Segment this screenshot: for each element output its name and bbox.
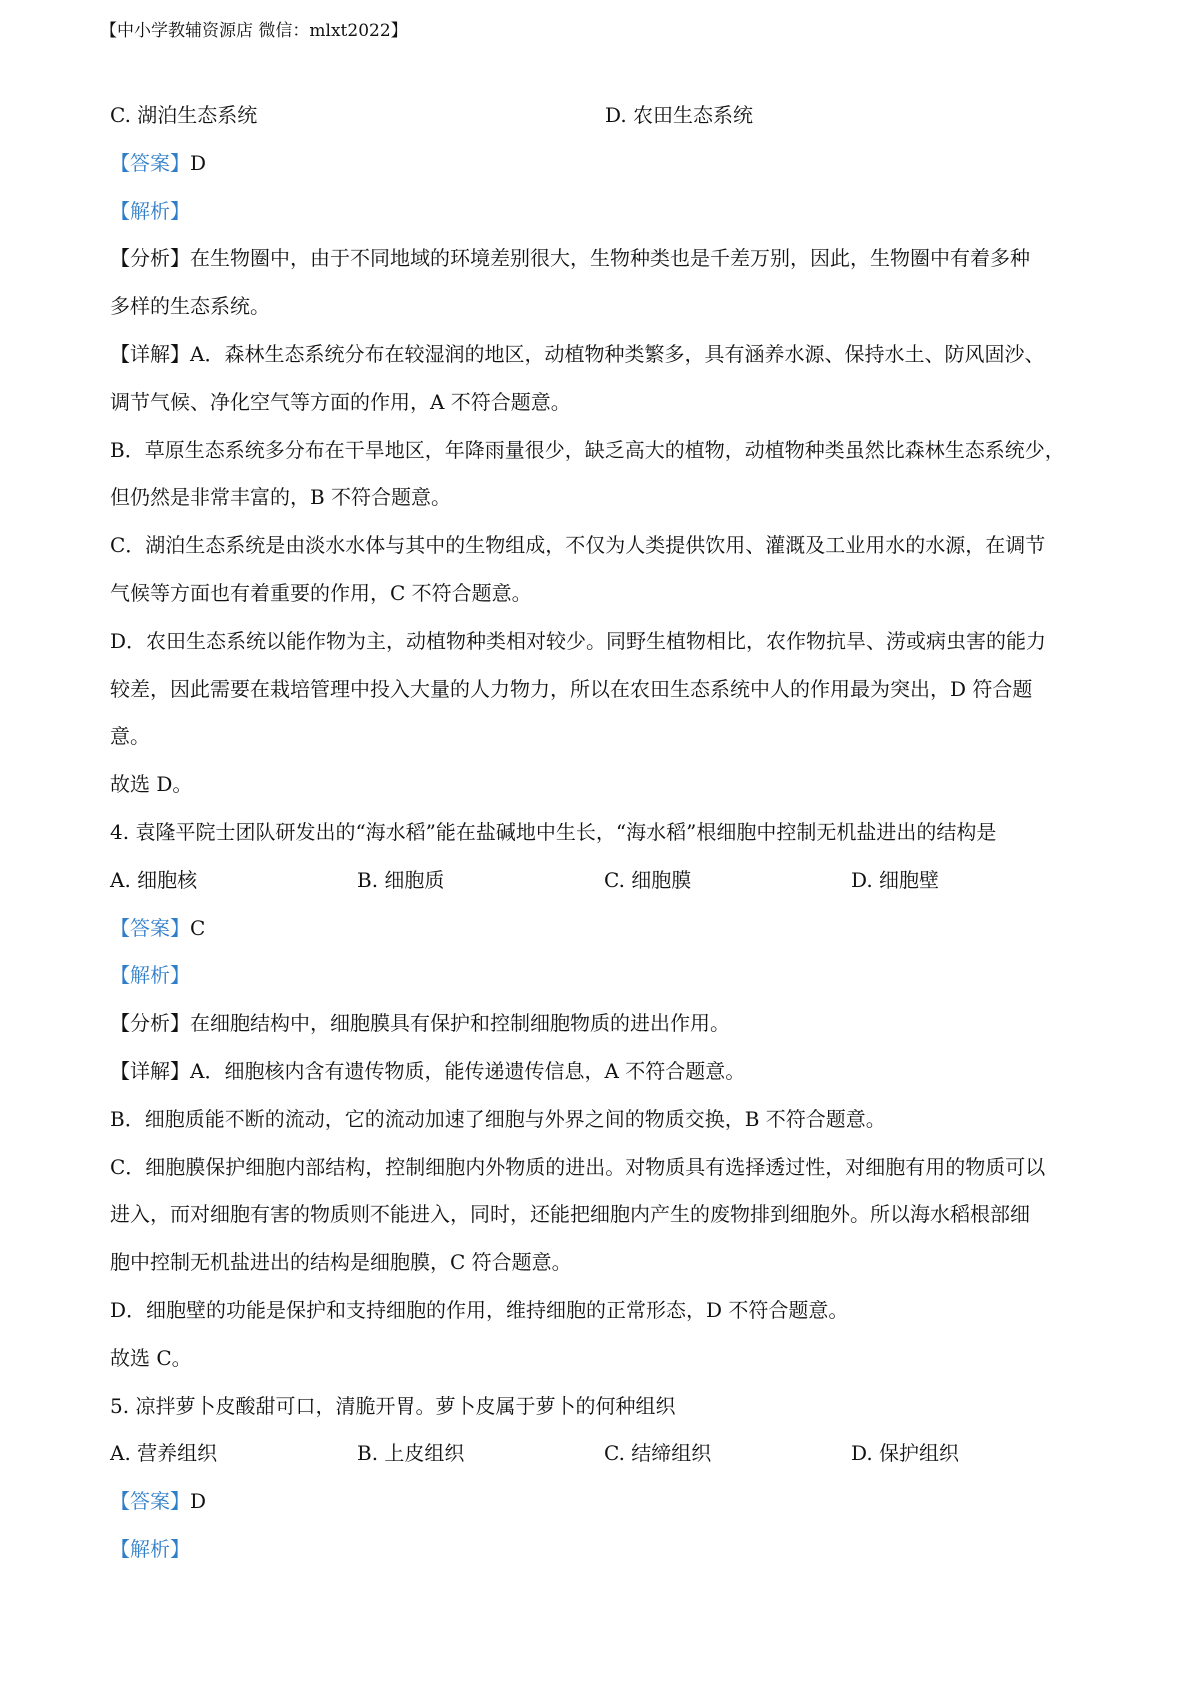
q3-line: B．草原生态系统多分布在干旱地区，年降雨量很少，缺乏高大的植物，动植物种类虽然比森林生态系统少， [110, 437, 1065, 462]
q4-line: B．细胞质能不断的流动，它的流动加速了细胞与外界之间的物质交换，B 不符合题意。 [110, 1106, 886, 1131]
q4-answer-label: 【答案】 [110, 915, 190, 940]
q3-line: D．农田生态系统以能作物为主，动植物种类相对较少。同野生植物相比，农作物抗旱、涝或病虫害的能力 [110, 628, 1047, 653]
q5-answer-value: D [190, 1489, 207, 1514]
q4-option-b: B. 细胞质 [357, 867, 445, 892]
q3-option-c: C. 湖泊生态系统 [110, 103, 258, 127]
q3-line: 较差，因此需要在栽培管理中投入大量的人力物力，所以在农田生态系统中人的作用最为突出，D 符合题 [110, 676, 1033, 701]
document-content [110, 92, 1110, 1574]
q5-option-b: B. 上皮组织 [357, 1441, 465, 1466]
q5-option-a: A. 营养组织 [110, 1441, 218, 1466]
page-header: 【中小学教辅资源店 微信：mlxt2022】 [100, 21, 408, 41]
q3-line: 多样的生态系统。 [110, 294, 270, 319]
q4-line: 【分析】在细胞结构中，细胞膜具有保护和控制细胞物质的进出作用。 [110, 1011, 730, 1036]
q4-conclusion: 故选 C。 [110, 1345, 192, 1370]
q4-analysis-label: 【解析】 [110, 963, 190, 988]
q3-line: 但仍然是非常丰富的，B 不符合题意。 [110, 485, 452, 510]
q4-options-row [110, 857, 1110, 905]
q4-option-c: C. 细胞膜 [604, 867, 692, 892]
q4-line: C．细胞膜保护细胞内部结构，控制细胞内外物质的进出。对物质具有选择透过性，对细胞有用的物质可以 [110, 1154, 1046, 1179]
q3-answer-value: D [190, 150, 207, 175]
q4-line: 胞中控制无机盐进出的结构是细胞膜，C 符合题意。 [110, 1250, 572, 1275]
q5-analysis-label: 【解析】 [110, 1536, 190, 1561]
q3-analysis-label: 【解析】 [110, 198, 190, 223]
q5-answer [110, 1478, 1110, 1526]
q4-answer [110, 905, 1110, 953]
q3-option-d: D. 农田生态系统 [605, 103, 754, 127]
q3-conclusion: 故选 D。 [110, 772, 193, 797]
q3-answer-label: 【答案】 [110, 150, 190, 175]
q5-answer-label: 【答案】 [110, 1489, 190, 1514]
q5-option-d: D. 保护组织 [851, 1441, 960, 1466]
q4-line: 进入，而对细胞有害的物质则不能进入，同时，还能把细胞内产生的废物排到细胞外。所以海水稻根部细 [110, 1202, 1030, 1227]
q5-options-row [110, 1430, 1110, 1478]
q3-line: 意。 [110, 724, 150, 749]
q3-line: 【分析】在生物圈中，由于不同地域的环境差别很大，生物种类也是千差万别，因此，生物圈中有着多种 [110, 246, 1030, 271]
q4-line: 【详解】A．细胞核内含有遗传物质，能传递遗传信息，A 不符合题意。 [110, 1058, 746, 1083]
q4-answer-value: C [190, 915, 206, 940]
q5-option-c: C. 结缔组织 [604, 1441, 712, 1466]
q4-option-d: D. 细胞壁 [851, 867, 940, 892]
q3-line: 【详解】A．森林生态系统分布在较湿润的地区，动植物种类繁多，具有涵养水源、保持水土、防风固沙、 [110, 341, 1045, 366]
q4-line: D．细胞壁的功能是保护和支持细胞的作用，维持细胞的正常形态，D 不符合题意。 [110, 1297, 849, 1322]
q3-line: 气候等方面也有着重要的作用，C 不符合题意。 [110, 580, 532, 605]
q3-options-row [110, 92, 1110, 140]
q3-answer [110, 140, 1110, 188]
q4-option-a: A. 细胞核 [110, 867, 198, 892]
q3-line: 调节气候、净化空气等方面的作用，A 不符合题意。 [110, 389, 571, 414]
q3-line: C．湖泊生态系统是由淡水水体与其中的生物组成，不仅为人类提供饮用、灌溉及工业用水的水源，在调节 [110, 533, 1046, 558]
q4-question: 4. 袁隆平院士团队研发出的“海水稻”能在盐碱地中生长，“海水稻”根细胞中控制无机盐进出的结构是 [110, 819, 997, 844]
q5-question: 5. 凉拌萝卜皮酸甜可口，清脆开胃。萝卜皮属于萝卜的何种组织 [110, 1393, 676, 1418]
